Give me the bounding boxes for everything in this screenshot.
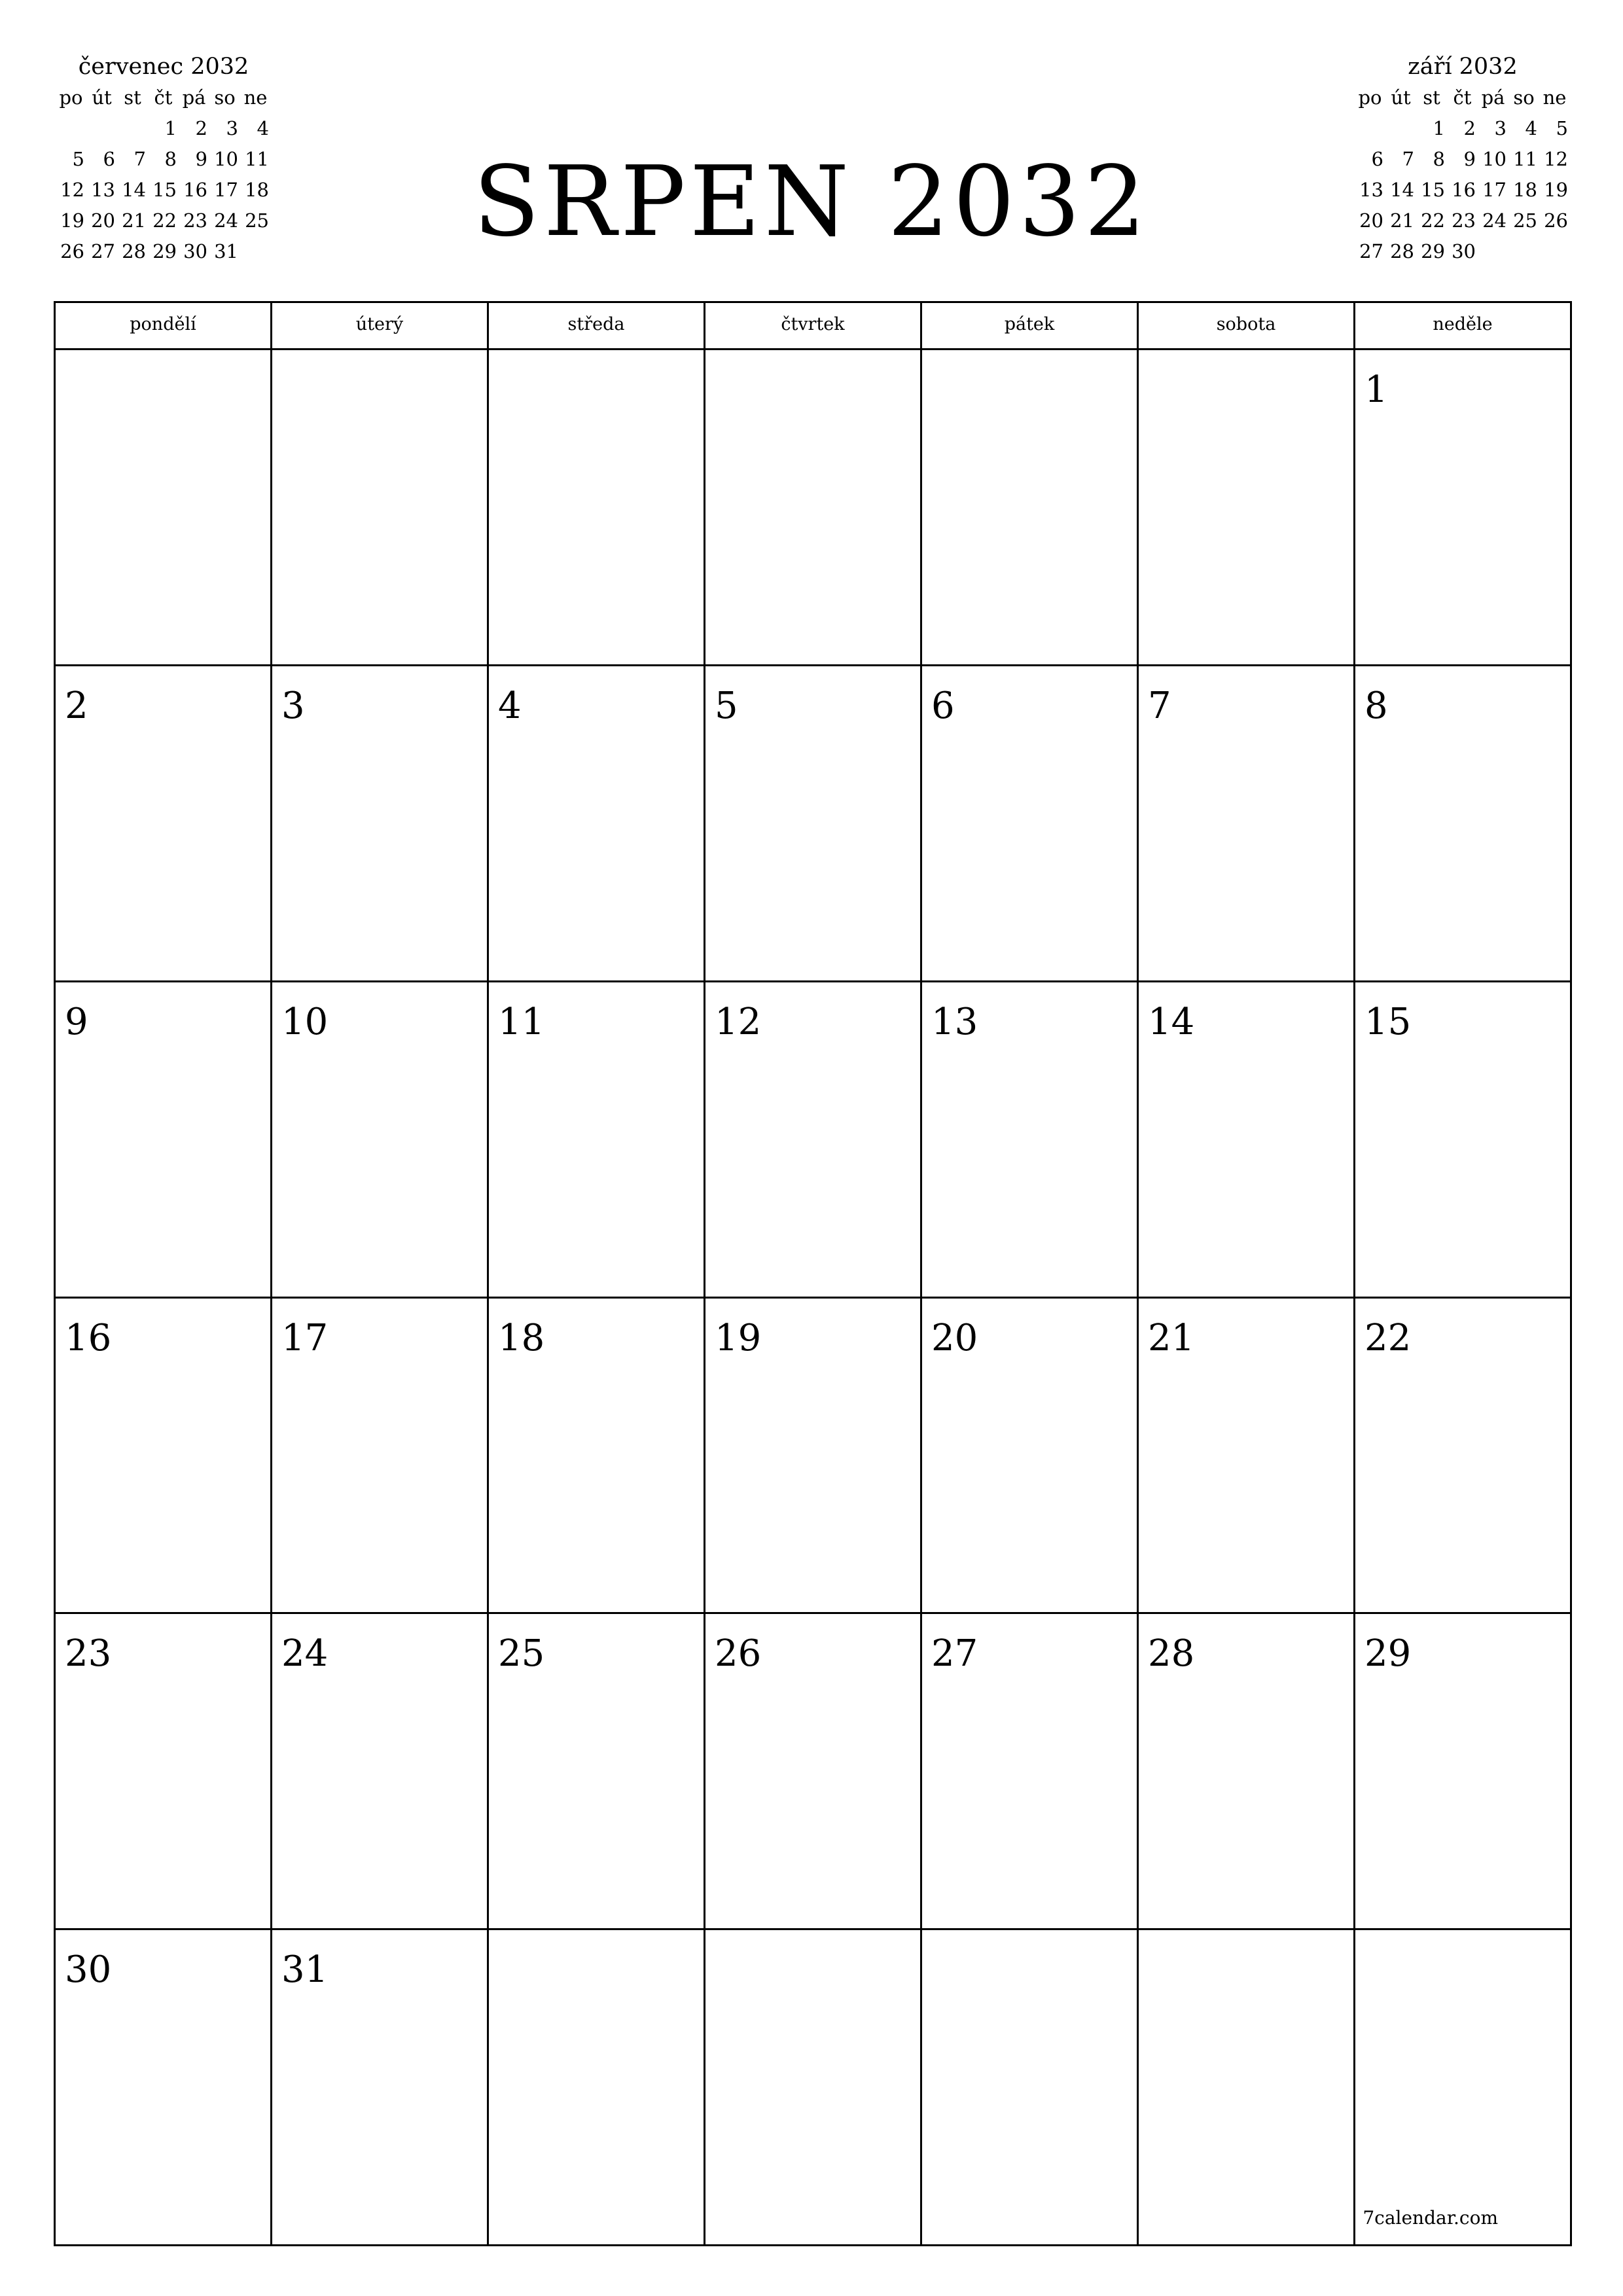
next-month-weekday-label: čt — [1453, 86, 1472, 109]
day-cell — [272, 666, 489, 982]
next-month-day: 1 — [1433, 117, 1445, 139]
day-cell — [56, 666, 272, 982]
next-month-day: 29 — [1421, 240, 1445, 262]
next-month-day: 4 — [1525, 117, 1537, 139]
next-month-day: 21 — [1390, 209, 1414, 232]
day-cell — [272, 350, 489, 666]
previous-month-weekday-label: so — [214, 86, 236, 109]
next-month-day: 20 — [1359, 209, 1383, 232]
previous-month-day: 6 — [103, 148, 115, 170]
day-number: 27 — [931, 1632, 978, 1676]
next-month-mini-calendar — [1355, 52, 1571, 267]
next-month-day: 17 — [1482, 179, 1507, 201]
previous-month-day: 16 — [183, 179, 207, 201]
previous-month-day: 23 — [183, 209, 207, 232]
day-cell — [705, 350, 922, 666]
next-month-day: 23 — [1452, 209, 1476, 232]
day-cell — [1355, 1930, 1572, 2246]
weekday-header: čtvrtek — [705, 303, 922, 350]
day-cell — [1355, 1614, 1572, 1930]
day-cell — [705, 1614, 922, 1930]
day-number: 22 — [1364, 1316, 1412, 1359]
day-number: 10 — [281, 1000, 329, 1043]
next-month-day — [1355, 113, 1385, 144]
previous-month-day — [86, 113, 117, 144]
day-number: 15 — [1364, 1000, 1412, 1043]
previous-month-weekday-label: pá — [182, 86, 206, 109]
day-number: 17 — [281, 1316, 329, 1359]
previous-month-day: 15 — [152, 179, 177, 201]
day-cell — [56, 1930, 272, 2246]
previous-month-day: 13 — [91, 179, 115, 201]
day-cell — [56, 350, 272, 666]
next-month-day: 12 — [1544, 148, 1568, 170]
weekday-header: pondělí — [56, 303, 272, 350]
previous-month-day — [117, 113, 148, 144]
next-month-day — [1385, 113, 1416, 144]
previous-month-day: 25 — [245, 209, 269, 232]
day-cell — [1139, 350, 1355, 666]
previous-month-day: 18 — [245, 179, 269, 201]
next-month-day: 24 — [1482, 209, 1507, 232]
day-cell — [1139, 1299, 1355, 1615]
previous-month-day: 22 — [152, 209, 177, 232]
day-cell — [1139, 982, 1355, 1299]
next-month-day: 2 — [1463, 117, 1476, 139]
next-month-day: 6 — [1371, 148, 1383, 170]
next-month-day: 19 — [1544, 179, 1568, 201]
next-month-day: 26 — [1544, 209, 1568, 232]
next-month-grid — [1355, 82, 1571, 267]
day-number: 31 — [281, 1948, 329, 1992]
previous-month-day: 29 — [152, 240, 177, 262]
day-number: 13 — [931, 1000, 978, 1043]
previous-month-day: 20 — [91, 209, 115, 232]
day-cell — [705, 1930, 922, 2246]
day-cell — [1355, 350, 1572, 666]
previous-month-day: 27 — [91, 240, 115, 262]
next-month-weekday-label: ne — [1543, 86, 1567, 109]
day-cell — [489, 1614, 705, 1930]
day-cell — [272, 1299, 489, 1615]
day-cell — [1355, 982, 1572, 1299]
day-number: 21 — [1148, 1316, 1195, 1359]
weekday-header: úterý — [272, 303, 489, 350]
next-month-weekday-label: út — [1391, 86, 1411, 109]
previous-month-day: 17 — [214, 179, 238, 201]
next-month-day: 14 — [1390, 179, 1414, 201]
day-cell — [922, 1930, 1139, 2246]
previous-month-day: 14 — [122, 179, 146, 201]
previous-month-day: 10 — [214, 148, 238, 170]
next-month-day: 18 — [1513, 179, 1537, 201]
previous-month-day — [56, 113, 86, 144]
day-cell — [1139, 1930, 1355, 2246]
previous-month-day: 1 — [164, 117, 177, 139]
day-cell — [489, 982, 705, 1299]
day-number: 4 — [498, 684, 522, 727]
previous-month-day: 11 — [245, 148, 269, 170]
day-number: 2 — [65, 684, 88, 727]
next-month-title: září 2032 — [1408, 54, 1518, 80]
day-number: 14 — [1148, 1000, 1195, 1043]
day-number: 28 — [1148, 1632, 1195, 1676]
day-number: 18 — [498, 1316, 545, 1359]
next-month-day — [1539, 236, 1570, 267]
next-month-day — [1508, 236, 1539, 267]
previous-month-weekday-label: st — [124, 86, 141, 109]
day-cell — [705, 666, 922, 982]
next-month-day: 22 — [1421, 209, 1445, 232]
day-number: 29 — [1364, 1632, 1412, 1676]
day-cell — [1139, 666, 1355, 982]
next-month-day: 28 — [1390, 240, 1414, 262]
next-month-day: 7 — [1402, 148, 1414, 170]
next-month-weekday-label: pá — [1481, 86, 1505, 109]
day-number: 11 — [498, 1000, 545, 1043]
day-cell — [489, 1930, 705, 2246]
next-month-day: 30 — [1452, 240, 1476, 262]
day-cell — [56, 1299, 272, 1615]
day-cell — [705, 1299, 922, 1615]
day-number: 12 — [715, 1000, 762, 1043]
weekday-header: neděle — [1355, 303, 1572, 350]
page-title: SRPEN 2032 — [473, 145, 1150, 258]
next-month-day: 15 — [1421, 179, 1445, 201]
next-month-day: 27 — [1359, 240, 1383, 262]
previous-month-weekday-label: út — [92, 86, 112, 109]
next-month-day: 8 — [1433, 148, 1445, 170]
day-cell — [705, 982, 922, 1299]
previous-month-day: 30 — [183, 240, 207, 262]
day-cell — [1355, 666, 1572, 982]
next-month-day: 9 — [1463, 148, 1476, 170]
previous-month-day: 8 — [164, 148, 177, 170]
previous-month-day: 9 — [195, 148, 207, 170]
day-cell — [272, 1930, 489, 2246]
day-number: 24 — [281, 1632, 329, 1676]
day-cell — [489, 350, 705, 666]
next-month-day: 3 — [1494, 117, 1507, 139]
day-cell — [922, 350, 1139, 666]
previous-month-title: červenec 2032 — [78, 54, 249, 80]
day-cell — [489, 1299, 705, 1615]
previous-month-day: 3 — [226, 117, 238, 139]
next-month-weekday-label: so — [1513, 86, 1535, 109]
next-month-day: 11 — [1513, 148, 1537, 170]
previous-month-weekday-label: ne — [243, 86, 268, 109]
next-month-day: 16 — [1452, 179, 1476, 201]
site-credit: 7calendar.com — [1363, 2207, 1498, 2229]
weekday-header: pátek — [922, 303, 1139, 350]
next-month-day — [1478, 236, 1508, 267]
day-number: 30 — [65, 1948, 112, 1992]
previous-month-day: 19 — [60, 209, 84, 232]
day-cell — [922, 666, 1139, 982]
weekday-header: středa — [489, 303, 705, 350]
next-month-weekday-label: st — [1423, 86, 1440, 109]
day-number: 1 — [1364, 368, 1388, 411]
previous-month-day: 21 — [122, 209, 146, 232]
next-month-day: 25 — [1513, 209, 1537, 232]
previous-month-day: 12 — [60, 179, 84, 201]
day-cell — [272, 1614, 489, 1930]
day-cell — [56, 982, 272, 1299]
day-cell — [922, 1299, 1139, 1615]
day-cell — [1139, 1614, 1355, 1930]
day-number: 6 — [931, 684, 955, 727]
next-month-weekday-label: po — [1358, 86, 1382, 109]
day-cell — [922, 982, 1139, 1299]
day-number: 25 — [498, 1632, 545, 1676]
previous-month-day: 24 — [214, 209, 238, 232]
previous-month-day: 4 — [257, 117, 269, 139]
day-number: 8 — [1364, 684, 1388, 727]
weekday-header: sobota — [1139, 303, 1355, 350]
next-month-day: 13 — [1359, 179, 1383, 201]
day-number: 16 — [65, 1316, 112, 1359]
day-cell — [56, 1614, 272, 1930]
previous-month-day: 5 — [72, 148, 84, 170]
day-number: 20 — [931, 1316, 978, 1359]
day-number: 7 — [1148, 684, 1171, 727]
previous-month-day: 7 — [134, 148, 146, 170]
previous-month-weekday-label: čt — [154, 86, 173, 109]
day-cell — [922, 1614, 1139, 1930]
day-number: 26 — [715, 1632, 762, 1676]
month-grid — [54, 301, 1572, 2246]
next-month-day: 5 — [1556, 117, 1568, 139]
day-number: 3 — [281, 684, 305, 727]
day-number: 19 — [715, 1316, 762, 1359]
day-cell — [1355, 1299, 1572, 1615]
previous-month-day: 28 — [122, 240, 146, 262]
day-number: 5 — [715, 684, 738, 727]
previous-month-day: 2 — [195, 117, 207, 139]
day-cell — [489, 666, 705, 982]
previous-month-weekday-label: po — [59, 86, 83, 109]
previous-month-day: 26 — [60, 240, 84, 262]
day-number: 9 — [65, 1000, 88, 1043]
next-month-day: 10 — [1482, 148, 1507, 170]
day-number: 23 — [65, 1632, 112, 1676]
previous-month-day: 31 — [214, 240, 238, 262]
day-cell — [272, 982, 489, 1299]
